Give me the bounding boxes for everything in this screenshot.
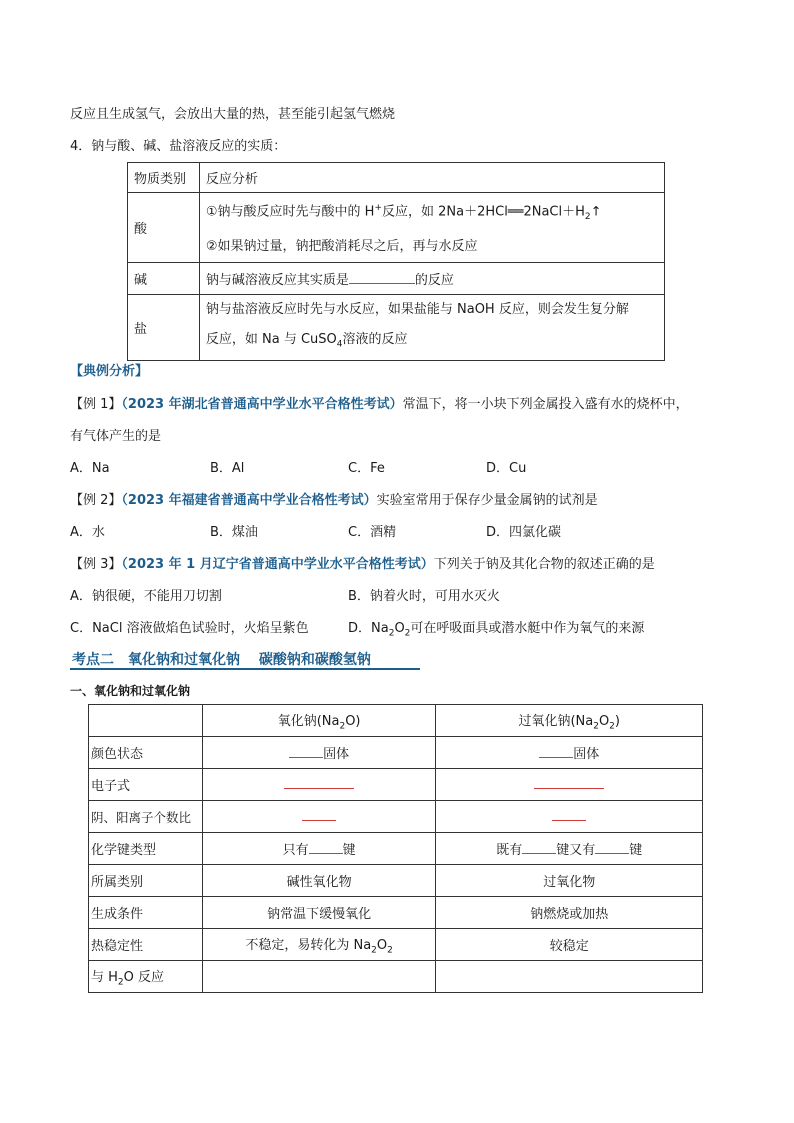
row-electron-label: 电子式 [89, 769, 203, 801]
answer-blank[interactable] [522, 841, 556, 854]
cell-water-na2o [202, 961, 436, 993]
ex1-option-b[interactable]: B．Al [210, 461, 245, 476]
row-stability-label: 热稳定性 [89, 929, 203, 961]
cell-bond-na2o2: 既有 键又有 键 [436, 833, 703, 865]
row-bond-label: 化学键类型 [89, 833, 203, 865]
answer-blank[interactable] [284, 776, 354, 789]
answer-blank[interactable] [309, 841, 343, 854]
answer-blank[interactable] [349, 271, 415, 284]
row-class-label: 所属类别 [89, 865, 203, 897]
row-formation-label: 生成条件 [89, 897, 203, 929]
oxide-comparison-table [88, 704, 703, 993]
header-na2o2: 过氧化钠$(Na_2O_2)$ [436, 705, 703, 737]
row-base-analysis: 钠与碱溶液反应其实质是 的反应 [199, 262, 664, 294]
cell-class-na2o2: 过氧化物 [436, 865, 703, 897]
ex3-option-d[interactable]: D．$Na_2O_2$可在呼吸面具或潜水艇中作为氧气的来源 [348, 621, 645, 639]
header-category: 物质类别 [128, 163, 200, 193]
cell-color-na2o2: 固体 [436, 737, 703, 769]
cell-bond-na2o: 只有 键 [202, 833, 436, 865]
answer-blank[interactable] [539, 745, 573, 758]
cell-formation-na2o2: 钠燃烧或加热 [436, 897, 703, 929]
ex2-option-a[interactable]: A．水 [70, 525, 105, 540]
cell-color-na2o: 固体 [202, 737, 436, 769]
example-3-stem: 【例 3】（2023 年 1 月辽宁省普通高中学业水平合格性考试）下列关于钠及其化合物的叙述正确的是 [70, 557, 655, 572]
cell-stability-na2o2: 较稳定 [436, 929, 703, 961]
subsection-title: 一、氧化钠和过氧化钠 [70, 684, 191, 698]
ex3-option-a[interactable]: A．钠很硬，不能用刀切割 [70, 589, 222, 604]
row-acid-analysis: ①钠与酸反应时先与酸中的 H+反应，如 $2Na+2HCl══2NaCl+H_2↑$ ②如果钠过量，钠把酸消耗尽之后，再与水反应 [199, 193, 664, 263]
example-2-stem: 【例 2】（2023 年福建省普通高中学业合格性考试）实验室常用于保存少量金属钠的试剂是 [70, 493, 598, 508]
row-acid-label: 酸 [128, 193, 200, 263]
ex1-option-c[interactable]: C．Fe [348, 461, 385, 476]
point4-title: 4．钠与酸、碱、盐溶液反应的实质： [70, 139, 287, 154]
cell-ratio-na2o [202, 801, 436, 833]
row-water-label: 与 $H_2O$ 反应 [89, 961, 203, 993]
answer-blank[interactable] [302, 808, 336, 821]
intro-line: 反应且生成氢气，会放出大量的热，甚至能引起氢气燃烧 [70, 107, 396, 122]
cell-electron-na2o2 [436, 769, 703, 801]
answer-blank[interactable] [289, 745, 323, 758]
cell-stability-na2o: 不稳定，易转化为 $Na_2O_2$ [202, 929, 436, 961]
ex1-option-d[interactable]: D．Cu [486, 461, 527, 476]
header-na2o: 氧化钠$(Na_2O)$ [202, 705, 436, 737]
ex3-option-c[interactable]: C．NaCl 溶液做焰色试验时，火焰呈紫色 [70, 621, 309, 636]
cell-formation-na2o: 钠常温下缓慢氧化 [202, 897, 436, 929]
row-salt-label: 盐 [128, 294, 200, 360]
answer-blank[interactable] [534, 776, 604, 789]
row-ratio-label: 阴、阳离子个数比 [89, 801, 203, 833]
example-section-heading: 【典例分析】 [70, 364, 149, 379]
row-salt-analysis: 钠与盐溶液反应时先与水反应，如果盐能与 NaOH 反应，则会发生复分解 反应，如 Na 与 CuSO$_4$溶液的反应 [199, 294, 664, 360]
answer-blank[interactable] [595, 841, 629, 854]
cell-class-na2o: 碱性氧化物 [202, 865, 436, 897]
example-1-stem-cont: 有气体产生的是 [70, 429, 162, 444]
section-title: 考点二 氧化钠和过氧化钠 碳酸钠和碳酸氢钠 [72, 652, 371, 668]
example-1-stem: 【例 1】（2023 年湖北省普通高中学业水平合格性考试）常温下，将一小块下列金属投入盛有水的烧杯中， [70, 397, 689, 412]
header-analysis: 反应分析 [199, 163, 664, 193]
ex3-option-b[interactable]: B．钠着火时，可用水灭火 [348, 589, 500, 604]
ex1-option-a[interactable]: A．Na [70, 461, 110, 476]
row-base-label: 碱 [128, 262, 200, 294]
ex2-option-b[interactable]: B．煤油 [210, 525, 258, 540]
reaction-table [127, 162, 665, 361]
ex2-option-d[interactable]: D．四氯化碳 [486, 525, 562, 540]
section-title-underline [70, 668, 420, 670]
row-color-label: 颜色状态 [89, 737, 203, 769]
cell-ratio-na2o2 [436, 801, 703, 833]
cell-water-na2o2 [436, 961, 703, 993]
cell-electron-na2o [202, 769, 436, 801]
ex2-option-c[interactable]: C．酒精 [348, 525, 397, 540]
answer-blank[interactable] [552, 808, 586, 821]
corner-cell [89, 705, 203, 737]
